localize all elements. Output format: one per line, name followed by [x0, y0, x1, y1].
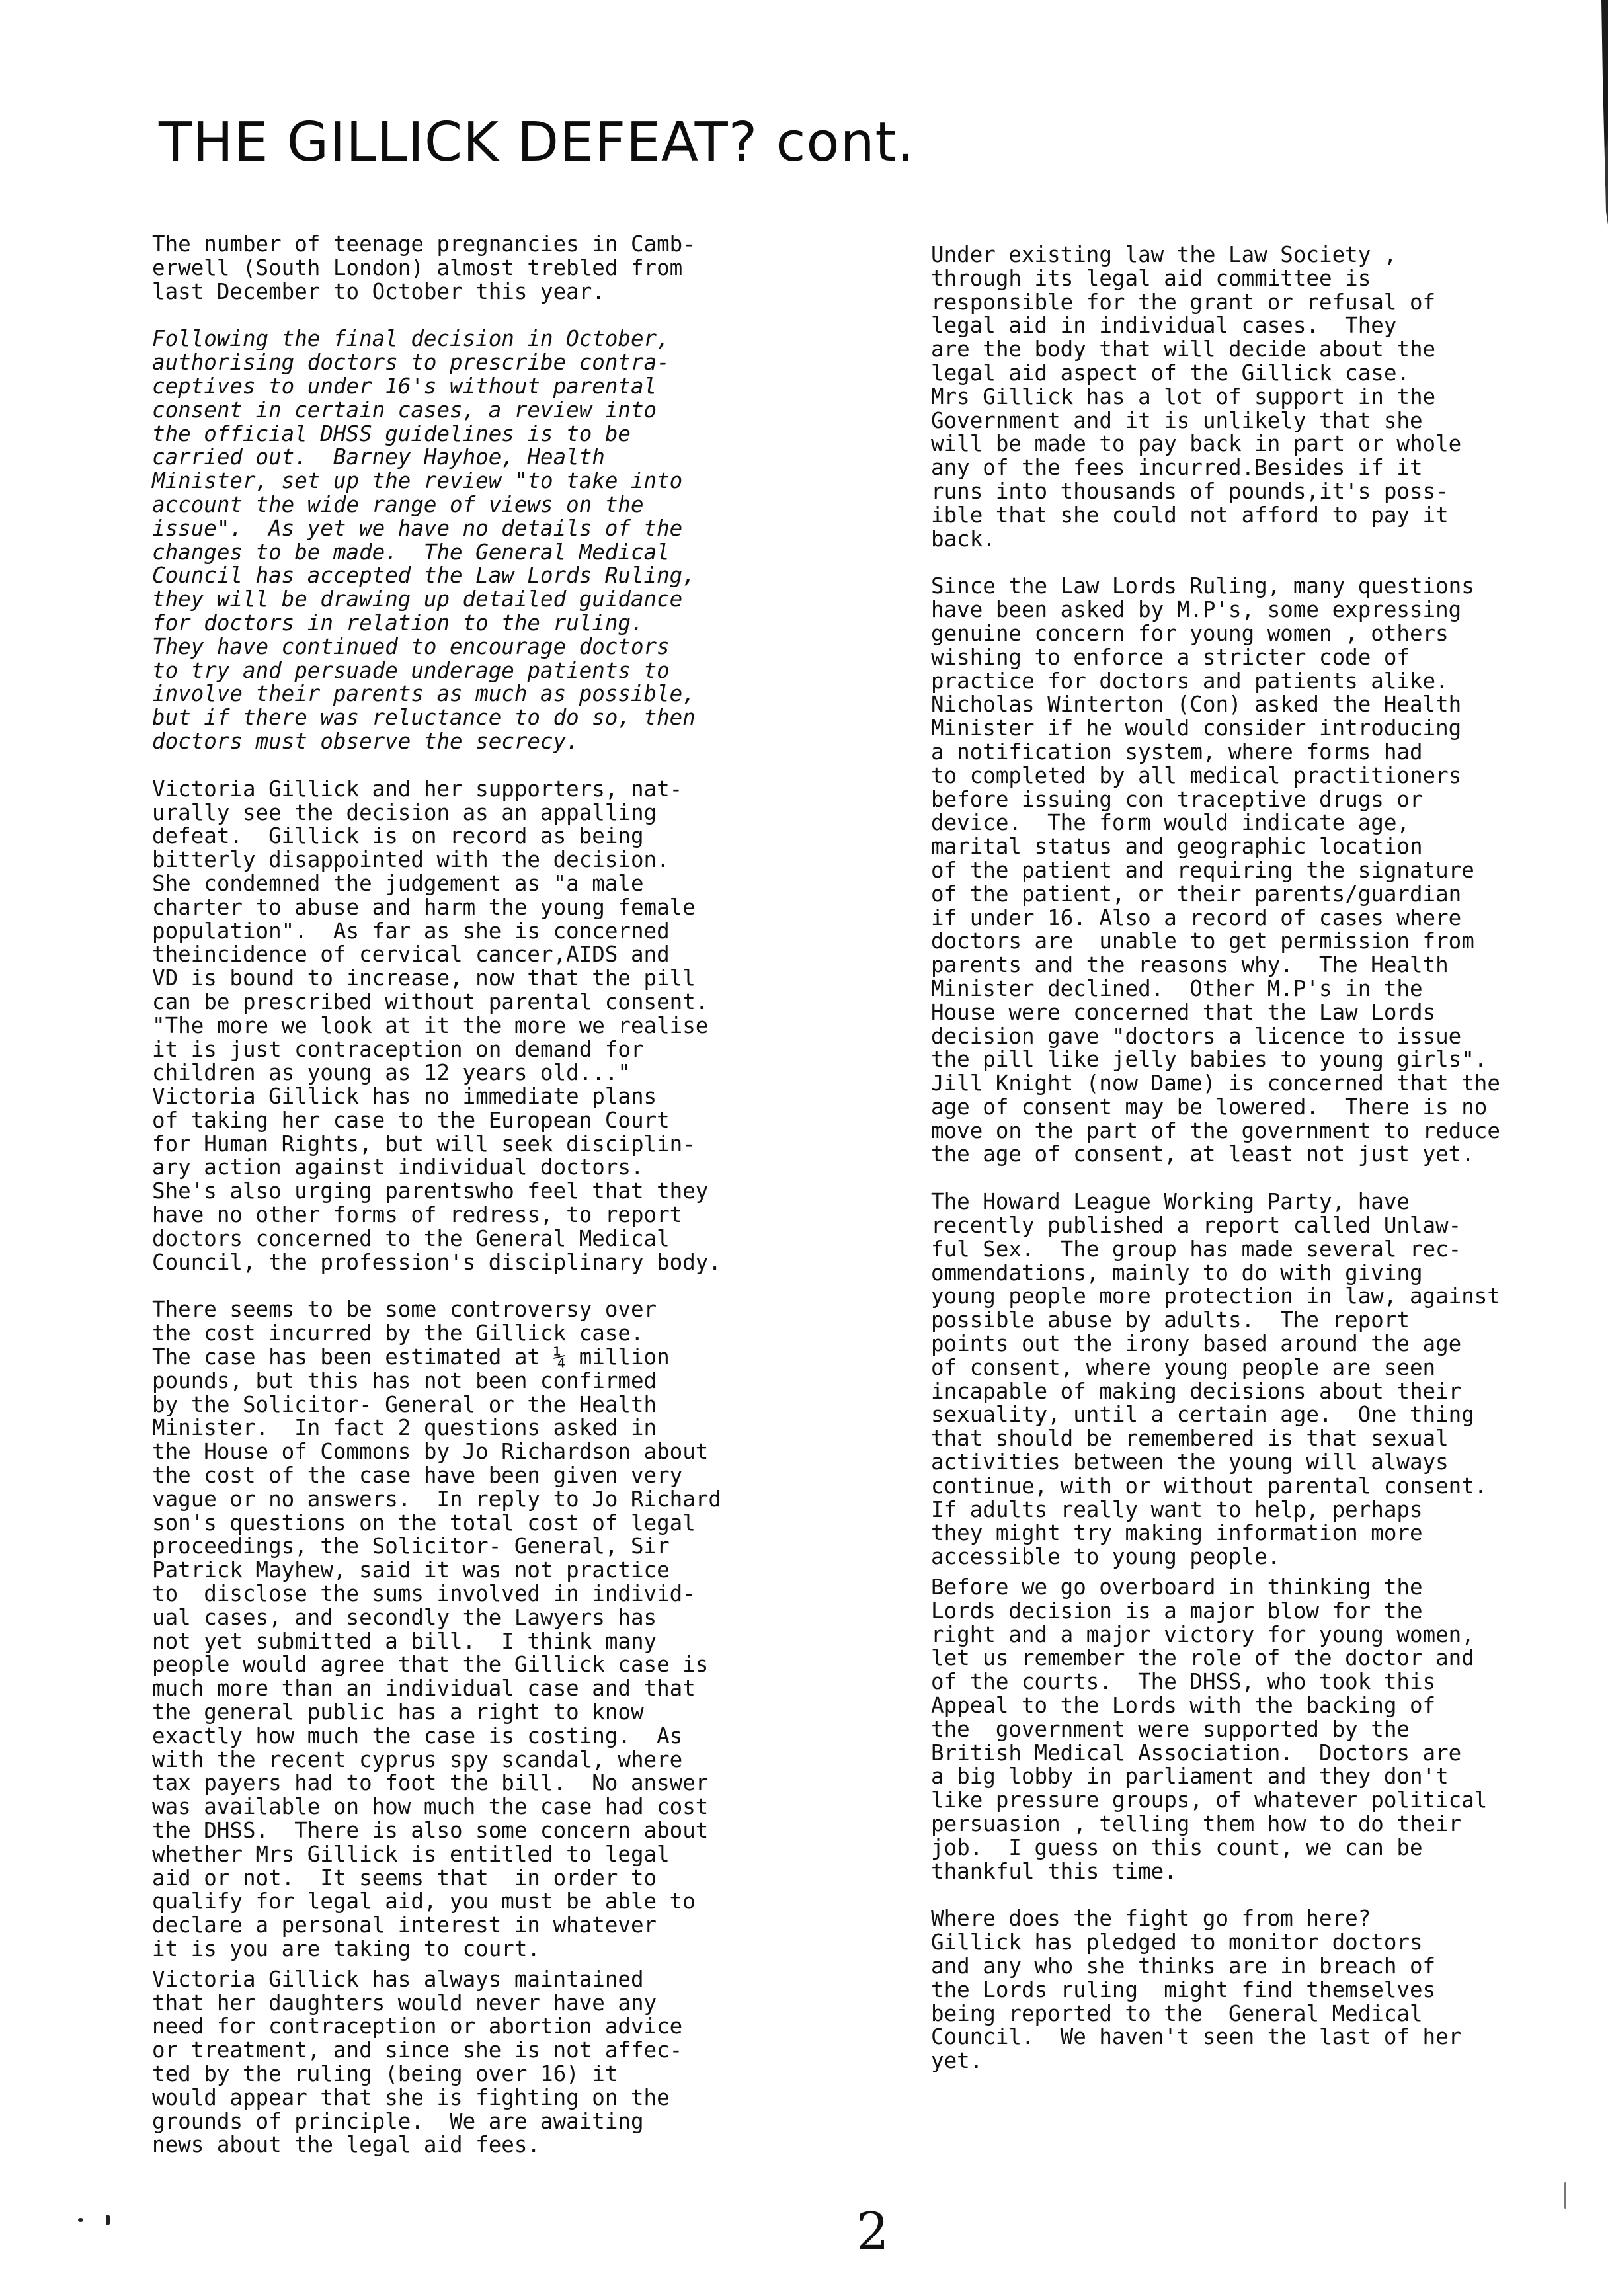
- page-number: 2: [856, 2202, 889, 2262]
- paragraph-gillick-reaction: Victoria Gillick and her supporters, nat- urally see the decision as an appalling defeat. Gillick is on record as being bitterly disappointed with the decision. She condemned the judgement as "a male charter to abuse and harm the young female population". As far as she is concerned theincidence of cervical cancer,AIDS and VD is bound to increase, now that the pill can be prescribed without parental consent. "The more we look at it the more we realise it is just contraception on demand for children as young as 12 years old..." Victoria Gillick has no immediate plans of taking her case to the European Court for Human Rights, but will seek disciplin- ary action against individual doctors. She's also urging parentswho feel that they have no other forms of redress, to report doctors concerned to the General Medical Council, the profession's disciplinary body.: [152, 776, 721, 1275]
- scan-speck: [1564, 2182, 1566, 2209]
- scan-edge-mark: [1593, 0, 1608, 357]
- article-title: THE GILLICK DEFEAT? cont.: [159, 111, 915, 174]
- left-column: [152, 233, 780, 2181]
- scan-speck: [106, 2215, 110, 2225]
- paragraph-dhss-review: Following the final decision in October, authorising doctors to prescribe contra- ceptives to under 16's without parental consent in certain cases, a review into the official DHSS guidelines is to be carried out. Barney Hayhoe, Health Minister, set up the review "to take into account the wide range of views on the issue". As yet we have no details of the changes to be made. The General Medical Council has accepted the Law Lords Ruling, they will be drawing up detailed guidance for doctors in relation to the ruling. They have continued to encourage doctors to try and persuade underage patients to involve their parents as much as possible, but if there was reluctance to do so, then doctors must observe the secrecy.: [152, 326, 696, 754]
- paragraph-role-of-doctors: Before we go overboard in thinking the Lords decision is a major blow for the right and a major victory for young women, let us remember the role of the doctor and of the courts. The DHSS, who took this Appeal to the Lords with the backing of the government were supported by the British Medical Association. Doctors are a big lobby in parliament and they don't like pressure groups, of whatever political persuasion , telling them how to do their job. I guess on this count, we can be thankful this time.: [931, 1575, 1488, 1884]
- right-column: [931, 243, 1566, 2097]
- paragraph-law-society: Under existing law the Law Society , through its legal aid committee is responsible for the grant or refusal of legal aid in individual cases. They are the body that will decide about the legal aid aspect of the Gillick case. Mrs Gillick has a lot of support in the Government and it is unlikely that she will be made to pay back in part or whole any of the fees incurred.Besides if it runs into thousands of pounds,it's poss- ible that she could not afford to pay it back.: [931, 242, 1462, 552]
- scan-speck: [78, 2218, 83, 2222]
- paragraph-legal-aid-principle: Victoria Gillick has always maintained that her daughters would never have any need for contraception or abortion advice or treatment, and since she is not affec- ted by the ruling (being over 16) it would appear that she is fighting on the grounds of principle. We are awaiting news about the legal aid fees.: [152, 1966, 683, 2158]
- paragraph-teenage-pregnancies: The number of teenage pregnancies in Camb- erwell (South London) almost trebled from last December to October this year.: [152, 231, 696, 304]
- paragraph-next-steps: Where does the fight go from here? Gillick has pledged to monitor doctors and any who she thinks are in breach of the Lords ruling might find themselves being reported to the General Medical Council. We haven't seen the last of her yet.: [931, 1906, 1462, 2074]
- paragraph-mp-questions: Since the Law Lords Ruling, many questions have been asked by M.P's, some expressing genuine concern for young women , others wishing to enforce a stricter code of practice for doctors and patients alike. Nicholas Winterton (Con) asked the Health Minister if he would consider introducing a notification system, where forms had to completed by all medical practitioners before issuing con traceptive drugs or device. The form would indicate age, marital status and geographic location of the patient and requiring the signature of the patient, or their parents/guardian if under 16. Also a record of cases where doctors are unable to get permission from parents and the reasons why. The Health Minister declined. Other M.P's in the House were concerned that the Law Lords decision gave "doctors a licence to issue the pill like jelly babies to young girls". Jill Knight (now Dame) is concerned that the age of consent may be lowered. There is no move on the part of the government to reduce the age of consent, at least not just yet.: [931, 573, 1500, 1167]
- paragraph-howard-league: The Howard League Working Party, have recently published a report called Unlaw- ful Sex. The group has made several rec- ommendations, mainly to do with giving young people more protection in law, against possible abuse by adults. The report points out the irony based around the age of consent, where young people are seen incapable of making decisions about their sexuality, until a certain age. One thing that should be remembered is that sexual activities between the young will always continue, with or without parental consent. If adults really want to help, perhaps they might try making information more accessible to young people.: [931, 1189, 1500, 1570]
- paragraph-case-cost: There seems to be some controversy over the cost incurred by the Gillick case. The case has been estimated at ¼ million pounds, but this has not been confirmed by the Solicitor- General or the Health Minister. In fact 2 questions asked in the House of Commons by Jo Richardson about the cost of the case have been given very vague or no answers. In reply to Jo Richard son's questions on the total cost of legal proceedings, the Solicitor- General, Sir Patrick Mayhew, said it was not practice to disclose the sums involved in individ- ual cases, and secondly the Lawyers has not yet submitted a bill. I think many people would agree that the Gillick case is much more than an individual case and that the general public has a right to know exactly how much the case is costing. As with the recent cyprus spy scandal, where tax payers had to foot the bill. No answer was available on how much the case had cost the DHSS. There is also some concern about whether Mrs Gillick is entitled to legal aid or not. It seems that in order to qualify for legal aid, you must be able to declare a personal interest in whatever it is you are taking to court.: [152, 1297, 721, 1961]
